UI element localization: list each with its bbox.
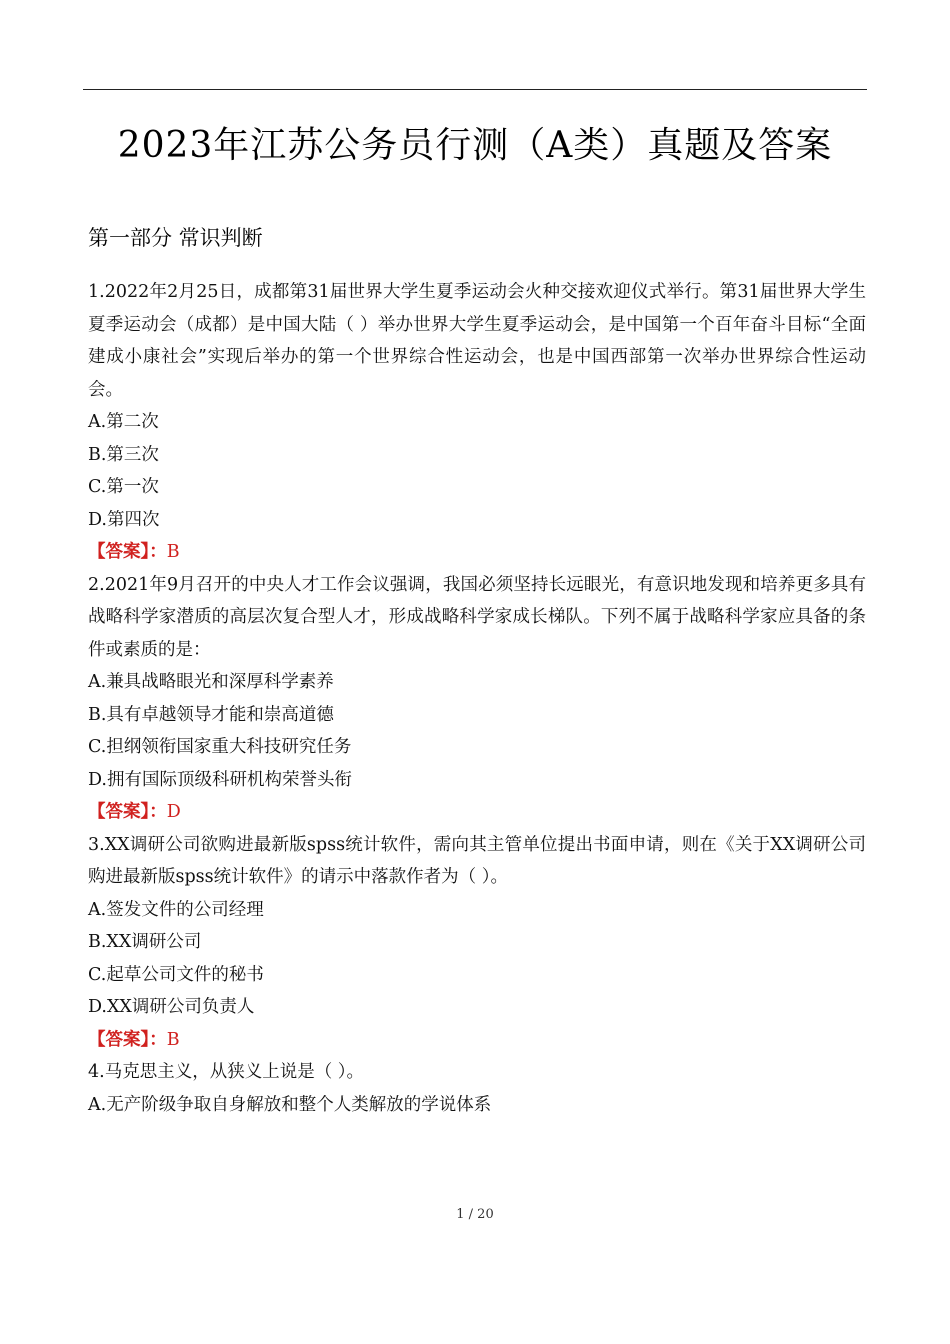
answer-line	[88, 1024, 866, 1057]
option-a: A.无产阶级争取自身解放和整个人类解放的学说体系	[88, 1094, 492, 1115]
option-a: A.第二次	[88, 412, 159, 432]
option-b: B.第三次	[88, 444, 159, 465]
answer-label: 【答案】：	[88, 802, 167, 822]
option-a: A.兼具战略眼光和深厚科学素养	[88, 672, 334, 692]
question-stem: 4.马克思主义，从狭义上说是（ ）。	[88, 1062, 365, 1082]
question-list	[88, 276, 866, 1121]
question-stem: 3.XX调研公司欲购进最新版spss统计软件，需向其主管单位提出书面申请，则在《关于XX调研公司购进最新版spss统计软件》的请示中落款作者为（ ）。	[88, 834, 866, 887]
question-3	[88, 829, 866, 1057]
option-c: C.第一次	[88, 477, 159, 497]
question-stem: 1.2022年2月25日，成都第31届世界大学生夏季运动会火种交接欢迎仪式举行。第31届世界大学生夏季运动会（成都）是中国大陆（ ）举办世界大学生夏季运动会，是中国第一个百年奋斗目标“全面建成小康社会”实现后举办的第一个世界综合性运动会，也是中国西部第一次举办世界综合性运动会。	[88, 282, 866, 400]
question-1	[88, 276, 866, 569]
option-c: C.担纲领衔国家重大科技研究任务	[88, 737, 352, 757]
question-stem: 2.2021年9月召开的中央人才工作会议强调，我国必须坚持长远眼光，有意识地发现和培养更多具有战略科学家潜质的高层次复合型人才，形成战略科学家成长梯队。下列不属于战略科学家应具备的条件或素质的是：	[88, 574, 866, 660]
answer-line	[88, 536, 866, 569]
page-number: 1 / 20	[456, 1207, 494, 1222]
option-b: B.XX调研公司	[88, 932, 202, 952]
option-d: D.XX调研公司负责人	[88, 997, 255, 1017]
answer-value: B	[166, 542, 180, 562]
answer-value: B	[166, 1029, 180, 1050]
option-d: D.拥有国际顶级科研机构荣誉头衔	[88, 769, 352, 790]
answer-label: 【答案】：	[88, 1029, 167, 1050]
answer-line	[88, 796, 866, 829]
option-d: D.第四次	[88, 509, 160, 530]
answer-value: D	[166, 802, 181, 822]
section-heading: 第一部分 常识判断	[88, 226, 263, 250]
option-c: C.起草公司文件的秘书	[88, 964, 264, 985]
question-2	[88, 569, 866, 829]
option-b: B.具有卓越领导才能和崇高道德	[88, 704, 334, 725]
header-rule	[83, 89, 867, 90]
question-4	[88, 1056, 866, 1121]
answer-label: 【答案】：	[88, 542, 167, 562]
option-a: A.签发文件的公司经理	[88, 899, 264, 920]
document-title: 2023年江苏公务员行测（A类）真题及答案	[117, 125, 833, 166]
